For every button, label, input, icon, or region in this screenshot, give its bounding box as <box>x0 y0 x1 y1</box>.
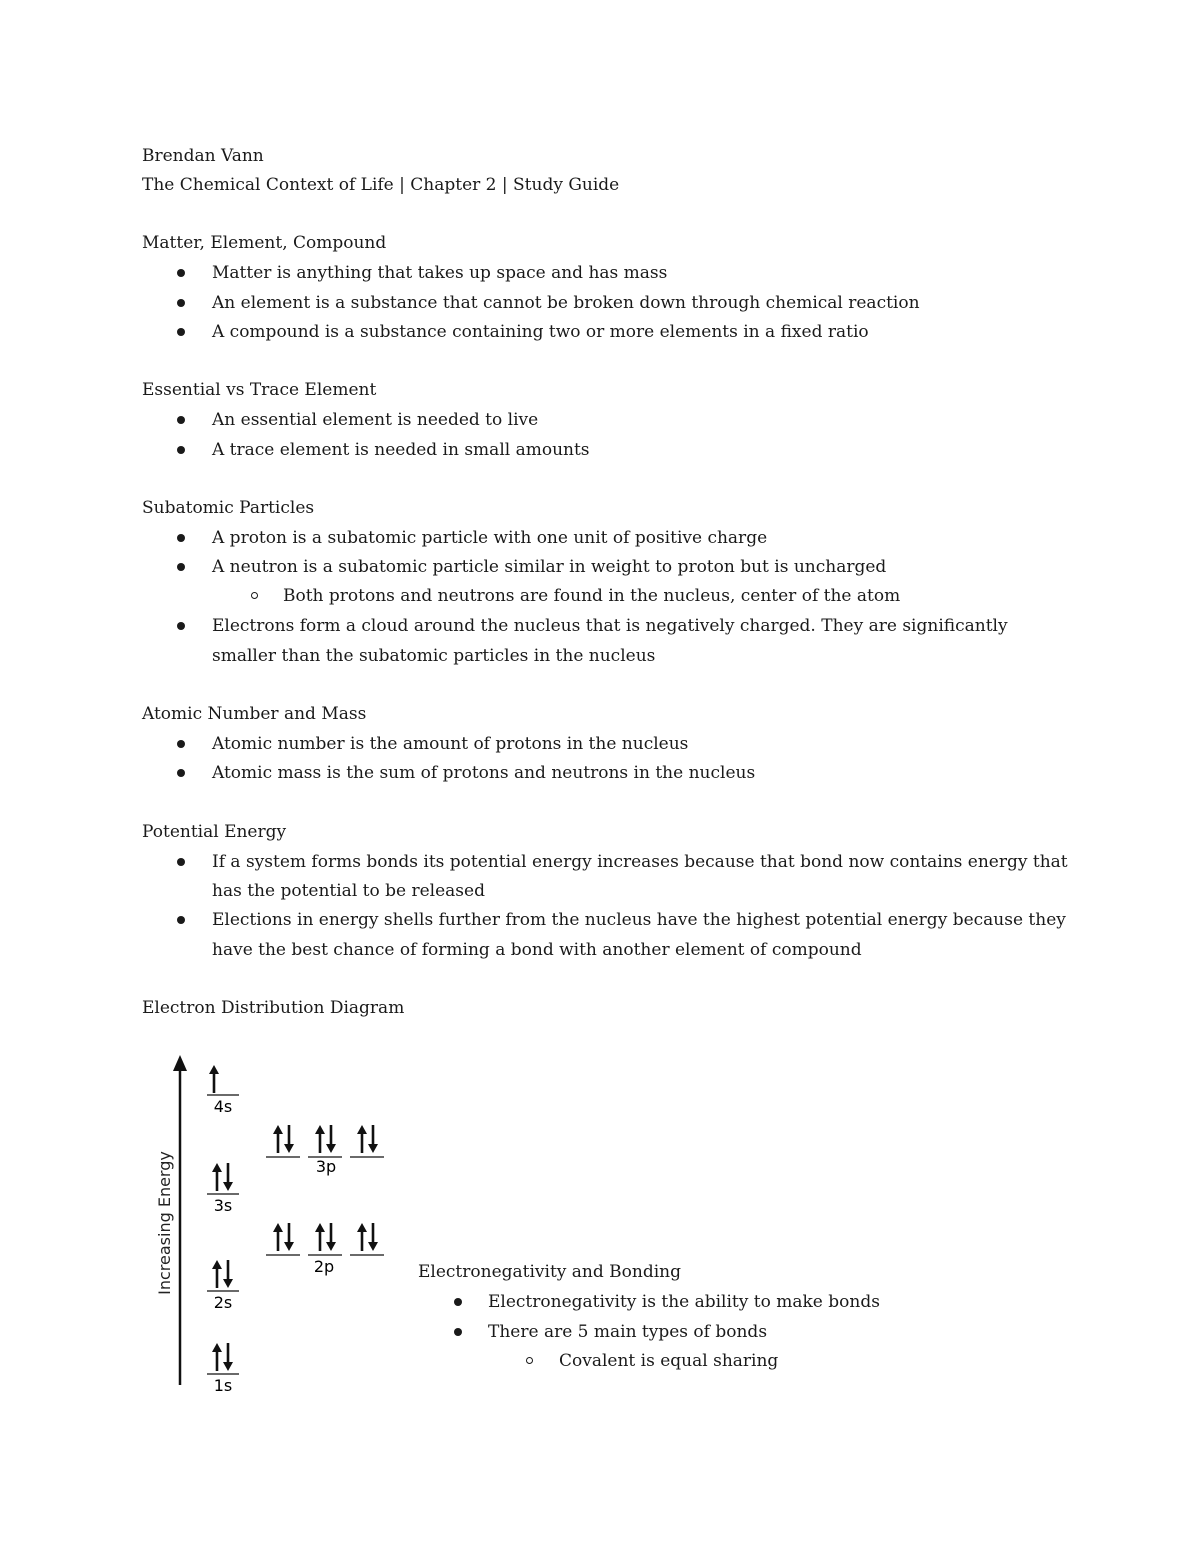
list-item: A trace element is needed in small amounts <box>212 440 590 460</box>
bullet-icon <box>177 269 185 277</box>
list-item: An element is a substance that cannot be broken down through chemical reaction <box>212 293 920 313</box>
sub-list-item: Covalent is equal sharing <box>559 1351 779 1371</box>
spin-up-arrow-icon <box>209 1065 219 1093</box>
list-item: If a system forms bonds its potential energy increases because that bond now contains energy that <box>212 852 1068 872</box>
spin-up-arrow-icon <box>357 1125 367 1153</box>
spin-up-arrow-icon <box>212 1163 222 1191</box>
list-item: Electrons form a cloud around the nucleus that is negatively charged. They are significantly <box>212 616 1008 636</box>
section-heading-atomic: Atomic Number and Mass <box>142 704 367 724</box>
spin-down-arrow-icon <box>223 1343 233 1371</box>
list-item: An essential element is needed to live <box>212 410 539 430</box>
spin-up-arrow-icon <box>273 1125 283 1153</box>
list-item: A proton is a subatomic particle with one unit of positive charge <box>212 528 768 548</box>
section-heading-matter: Matter, Element, Compound <box>142 233 387 253</box>
orbital-3p <box>266 1125 384 1176</box>
bullet-icon <box>177 534 185 542</box>
spin-down-arrow-icon <box>368 1223 378 1251</box>
author-name: Brendan Vann <box>142 146 264 166</box>
bullet-icon <box>177 916 185 924</box>
sub-bullet-icon <box>251 592 258 599</box>
svg-text:3s: 3s <box>213 1196 233 1215</box>
bullet-icon <box>177 299 185 307</box>
spin-up-arrow-icon <box>357 1223 367 1251</box>
list-item: Atomic number is the amount of protons in the nucleus <box>212 734 689 754</box>
spin-up-arrow-icon <box>273 1223 283 1251</box>
list-item: Electronegativity is the ability to make bonds <box>488 1292 880 1312</box>
bullet-icon <box>177 622 185 630</box>
orbital-2s <box>207 1260 239 1312</box>
svg-text:2p: 2p <box>313 1257 335 1276</box>
sub-list-item: Both protons and neutrons are found in the nucleus, center of the atom <box>283 586 901 606</box>
section-heading-subatomic: Subatomic Particles <box>142 498 315 518</box>
list-item: Matter is anything that takes up space and has mass <box>212 263 668 283</box>
spin-up-arrow-icon <box>315 1125 325 1153</box>
section-heading-potential: Potential Energy <box>142 822 287 842</box>
spin-down-arrow-icon <box>326 1223 336 1251</box>
list-item-continuation: have the best chance of forming a bond with another element of compound <box>212 940 862 960</box>
list-item: Elections in energy shells further from the nucleus have the highest potential energy because they <box>212 910 1066 930</box>
sub-bullet-icon <box>526 1357 533 1364</box>
list-item: Atomic mass is the sum of protons and neutrons in the nucleus <box>212 763 756 783</box>
bullet-icon <box>177 328 185 336</box>
orbital-3s <box>207 1163 239 1215</box>
orbital-2p <box>266 1223 384 1276</box>
spin-down-arrow-icon <box>223 1260 233 1288</box>
section-heading-essential: Essential vs Trace Element <box>142 380 377 400</box>
bullet-icon <box>177 563 185 571</box>
bullet-icon <box>177 740 185 748</box>
document-title: The Chemical Context of Life | Chapter 2 | Study Guide <box>142 175 620 195</box>
bullet-icon <box>454 1298 462 1306</box>
bullet-icon <box>177 769 185 777</box>
svg-text:1s: 1s <box>213 1376 233 1395</box>
list-item: There are 5 main types of bonds <box>488 1322 768 1342</box>
section-heading-diagram: Electron Distribution Diagram <box>142 998 405 1018</box>
list-item-continuation: smaller than the subatomic particles in the nucleus <box>212 646 656 666</box>
svg-text:2s: 2s <box>213 1293 233 1312</box>
bullet-icon <box>454 1328 462 1336</box>
spin-down-arrow-icon <box>284 1223 294 1251</box>
spin-up-arrow-icon <box>315 1223 325 1251</box>
spin-up-arrow-icon <box>212 1260 222 1288</box>
spin-down-arrow-icon <box>326 1125 336 1153</box>
energy-axis <box>173 1055 187 1385</box>
spin-down-arrow-icon <box>223 1163 233 1191</box>
orbital-4s <box>207 1065 239 1116</box>
bullet-icon <box>177 446 185 454</box>
electron-distribution-diagram <box>140 1045 410 1405</box>
svg-text:3p: 3p <box>315 1157 337 1176</box>
axis-label: Increasing Energy <box>155 1151 174 1295</box>
orbital-1s <box>207 1343 239 1395</box>
svg-text:4s: 4s <box>213 1097 233 1116</box>
spin-down-arrow-icon <box>368 1125 378 1153</box>
spin-up-arrow-icon <box>212 1343 222 1371</box>
spin-down-arrow-icon <box>284 1125 294 1153</box>
list-item: A compound is a substance containing two or more elements in a fixed ratio <box>212 322 869 342</box>
bullet-icon <box>177 858 185 866</box>
section-heading-electronegativity: Electronegativity and Bonding <box>418 1262 681 1282</box>
bullet-icon <box>177 416 185 424</box>
list-item: A neutron is a subatomic particle similar in weight to proton but is uncharged <box>212 557 887 577</box>
list-item-continuation: has the potential to be released <box>212 881 485 901</box>
